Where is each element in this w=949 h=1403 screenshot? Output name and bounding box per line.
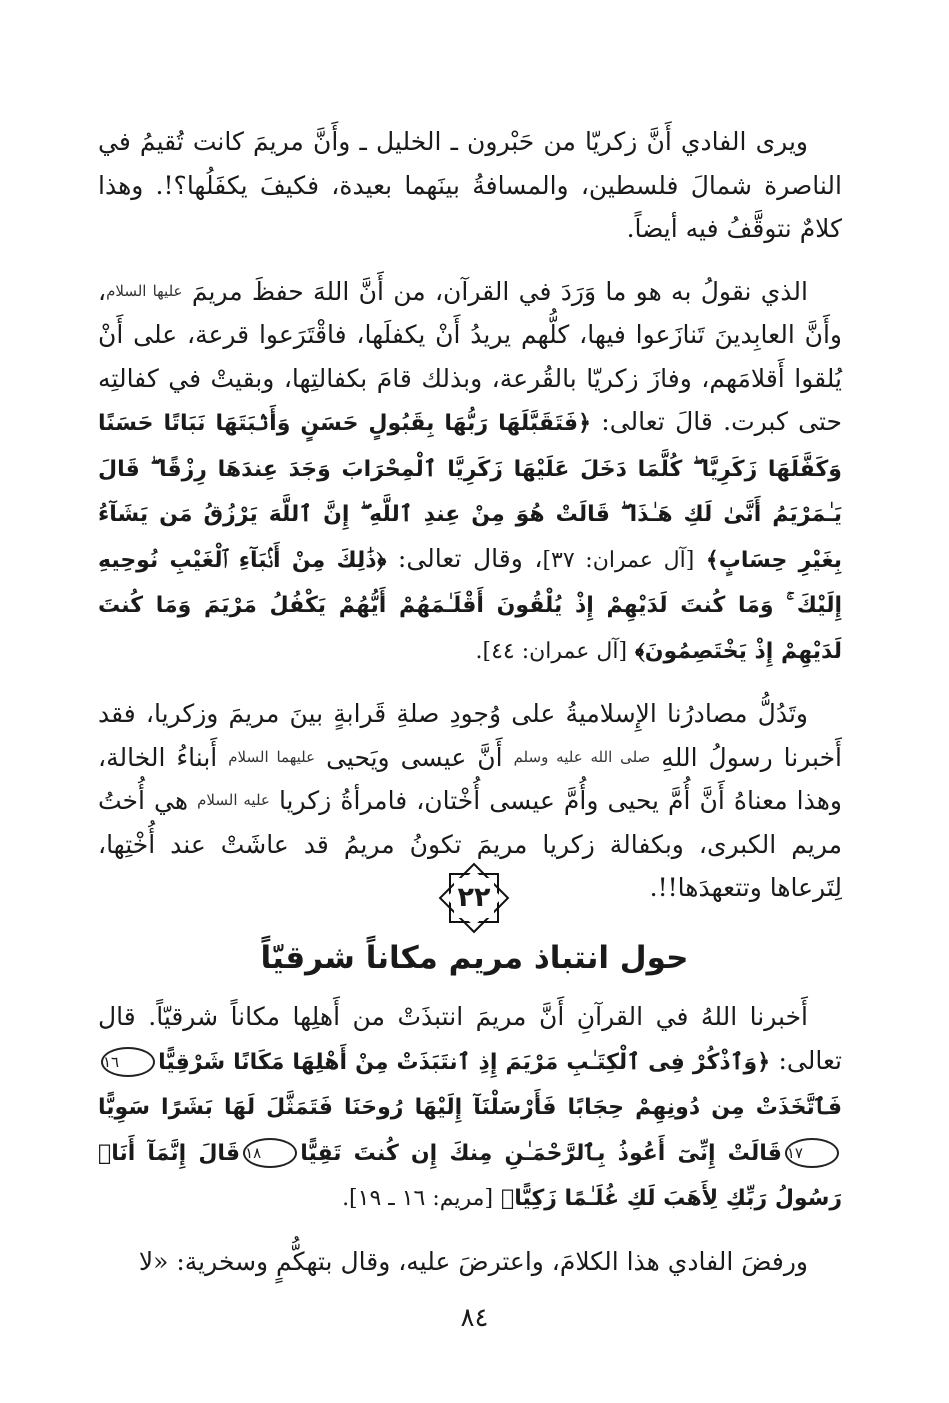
text-span: ، وقال تعالى:: [397, 543, 543, 573]
ayah-number-marker: ١٦: [101, 1047, 155, 1077]
text-span: وتَدُلُّ مصادرُنا الإِسلاميةُ على وُجودِ صلةِ قَرابةٍ بينَ مريمَ وزكريا، فقد أَخبرنا رسولُ اللهِ: [98, 699, 842, 772]
ayah-number-marker: ١٧: [785, 1138, 839, 1168]
paragraph-fadi-claim: ويرى الفادي أَنَّ زكريّا من حَبْرون ـ الخليل ـ وأَنَّ مريمَ كانت تُقيمُ في الناصرة شمالَ فلسطين، والمسافةُ بينَهما بعيدة، فكيفَ يكفَلُها؟!. وهذا كلامٌ نتوقَّفُ فيه أيضاً.: [98, 127, 842, 243]
honorific-symbol: صلى الله عليه وسلم: [513, 747, 651, 766]
paragraph-quran-view: [98, 270, 842, 674]
quran-verse: قَالَ إِنَّمَآ أَنَا۠ رَسُولُ رَبِّكِ لِأَهَبَ لَكِ غُلَـٰمًا زَكِيًّا﴾: [98, 1140, 842, 1211]
page-number: ٨٤: [460, 1303, 489, 1333]
verse-reference: [آل عمران: ٣٧]: [542, 547, 695, 573]
quran-verse: ﴿ذَٰلِكَ مِنْ أَنۢبَآءِ ٱلْغَيْبِ نُوحِيهِ إِلَيْكَ ۚ وَمَا كُنتَ لَدَيْهِمْ إِذْ يُلْقُونَ أَقْلَـٰمَهُمْ أَيُّهُمْ يَكْفُلُ مَرْيَمَ وَمَا كُنتَ لَدَيْهِمْ إِذْ يَخْتَصِمُونَ﴾: [98, 547, 842, 664]
verse-reference: [مريم: ١٦ ـ ١٩].: [342, 1186, 494, 1211]
quran-verse: ﴿فَتَقَبَّلَهَا رَبُّهَا بِقَبُولٍ حَسَنٍ وَأَنۢبَتَهَا نَبَاتًا حَسَنًا وَكَفَّلَهَا زَكَرِيَّا ۖ كُلَّمَا دَخَلَ عَلَيْهَا زَكَرِيَّا ٱلْمِحْرَابَ وَجَدَ عِندَهَا رِزْقًا ۖ قَالَ يَـٰمَرْيَمُ أَنَّىٰ لَكِ هَـٰذَا ۖ قَالَتْ هُوَ مِنْ عِندِ ٱللَّهِ ۖ إِنَّ ٱللَّهَ يَرْزُقُ مَن يَشَآءُ بِغَيْرِ حِسَابٍ﴾: [98, 411, 842, 573]
ayah-number-marker: ١٨: [243, 1138, 297, 1168]
honorific-symbol: عليها السلام: [106, 281, 183, 300]
quran-verse: فَٱتَّخَذَتْ مِن دُونِهِمْ حِجَابًا فَأَرْسَلْنَآ إِلَيْهَا رُوحَنَا فَتَمَثَّلَ لَهَا بَشَرًا سَوِيًّا: [98, 1095, 842, 1120]
paragraph-fadi-objection: ورفضَ الفادي هذا الكلامَ، واعترضَ عليه، وقال بتهكُّمٍ وسخرية: «لا: [138, 1246, 808, 1276]
quran-verse: ﴿وَٱذْكُرْ فِى ٱلْكِتَـٰبِ مَرْيَمَ إِذِ ٱنتَبَذَتْ مِنْ أَهْلِهَا مَكَانًا شَرْقِيًّا: [158, 1049, 771, 1075]
text-span: أَنَّ عيسى ويَحيى: [326, 742, 503, 772]
honorific-symbol: عليه السلام: [197, 791, 270, 809]
honorific-symbol: عليهما السلام: [228, 747, 316, 766]
quran-verse: قَالَتْ إِنِّىٓ أَعُوذُ بِٱلرَّحْمَـٰنِ مِنكَ إِن كُنتَ تَقِيًّا: [300, 1140, 782, 1166]
text-span: الذي نقولُ به هو ما وَرَدَ في القرآن، من أَنَّ اللهَ حفظَ مريمَ: [191, 276, 808, 306]
text-span: أَخبرنا اللهُ في القرآنِ أَنَّ مريمَ انتبذَتْ من أَهلِها مكاناً شرقيّاً. قال تعالى:: [98, 1002, 842, 1075]
page-body-bottom: [98, 995, 842, 1283]
text-span: هي أُختُ مريم الكبرى، وبكفالة زكريا مريمَ تكونُ مريمُ قد عاشَتْ عند أُخْتِها، لِتَرعاها وتتعهدَها!!.: [98, 786, 842, 902]
paragraph-intibath: [98, 995, 842, 1221]
page-body-top: [98, 120, 842, 910]
text-span: ، وأَنَّ العابِدينَ تَنازَعوا فيها، كلُّهم يريدُ أَنْ يكفلَها، فاقْتَرَعوا قرعة، على أَنْ يُلقوا أَقلامَهم، وفازَ زكريّا بالقُرعة، وبذلك قامَ بكفالتِها، وبقيتْ في كفالتِه حتى كبرت. قالَ تعالى:: [98, 276, 842, 436]
text-span: أَبناءُ الخالة، وهذا معناهُ أَنَّ أُمَّ يحيى وأُمَّ عيسى أُخْتان، فامرأةُ زكريا: [98, 742, 843, 815]
section-header: [0, 858, 949, 1008]
section-number: ٢٢: [457, 882, 491, 913]
section-title: حول انتباذ مريم مكاناً شرقيّاً: [260, 940, 689, 976]
verse-reference: [آل عمران: ٤٤].: [475, 638, 628, 664]
section-number-badge: [434, 858, 514, 938]
